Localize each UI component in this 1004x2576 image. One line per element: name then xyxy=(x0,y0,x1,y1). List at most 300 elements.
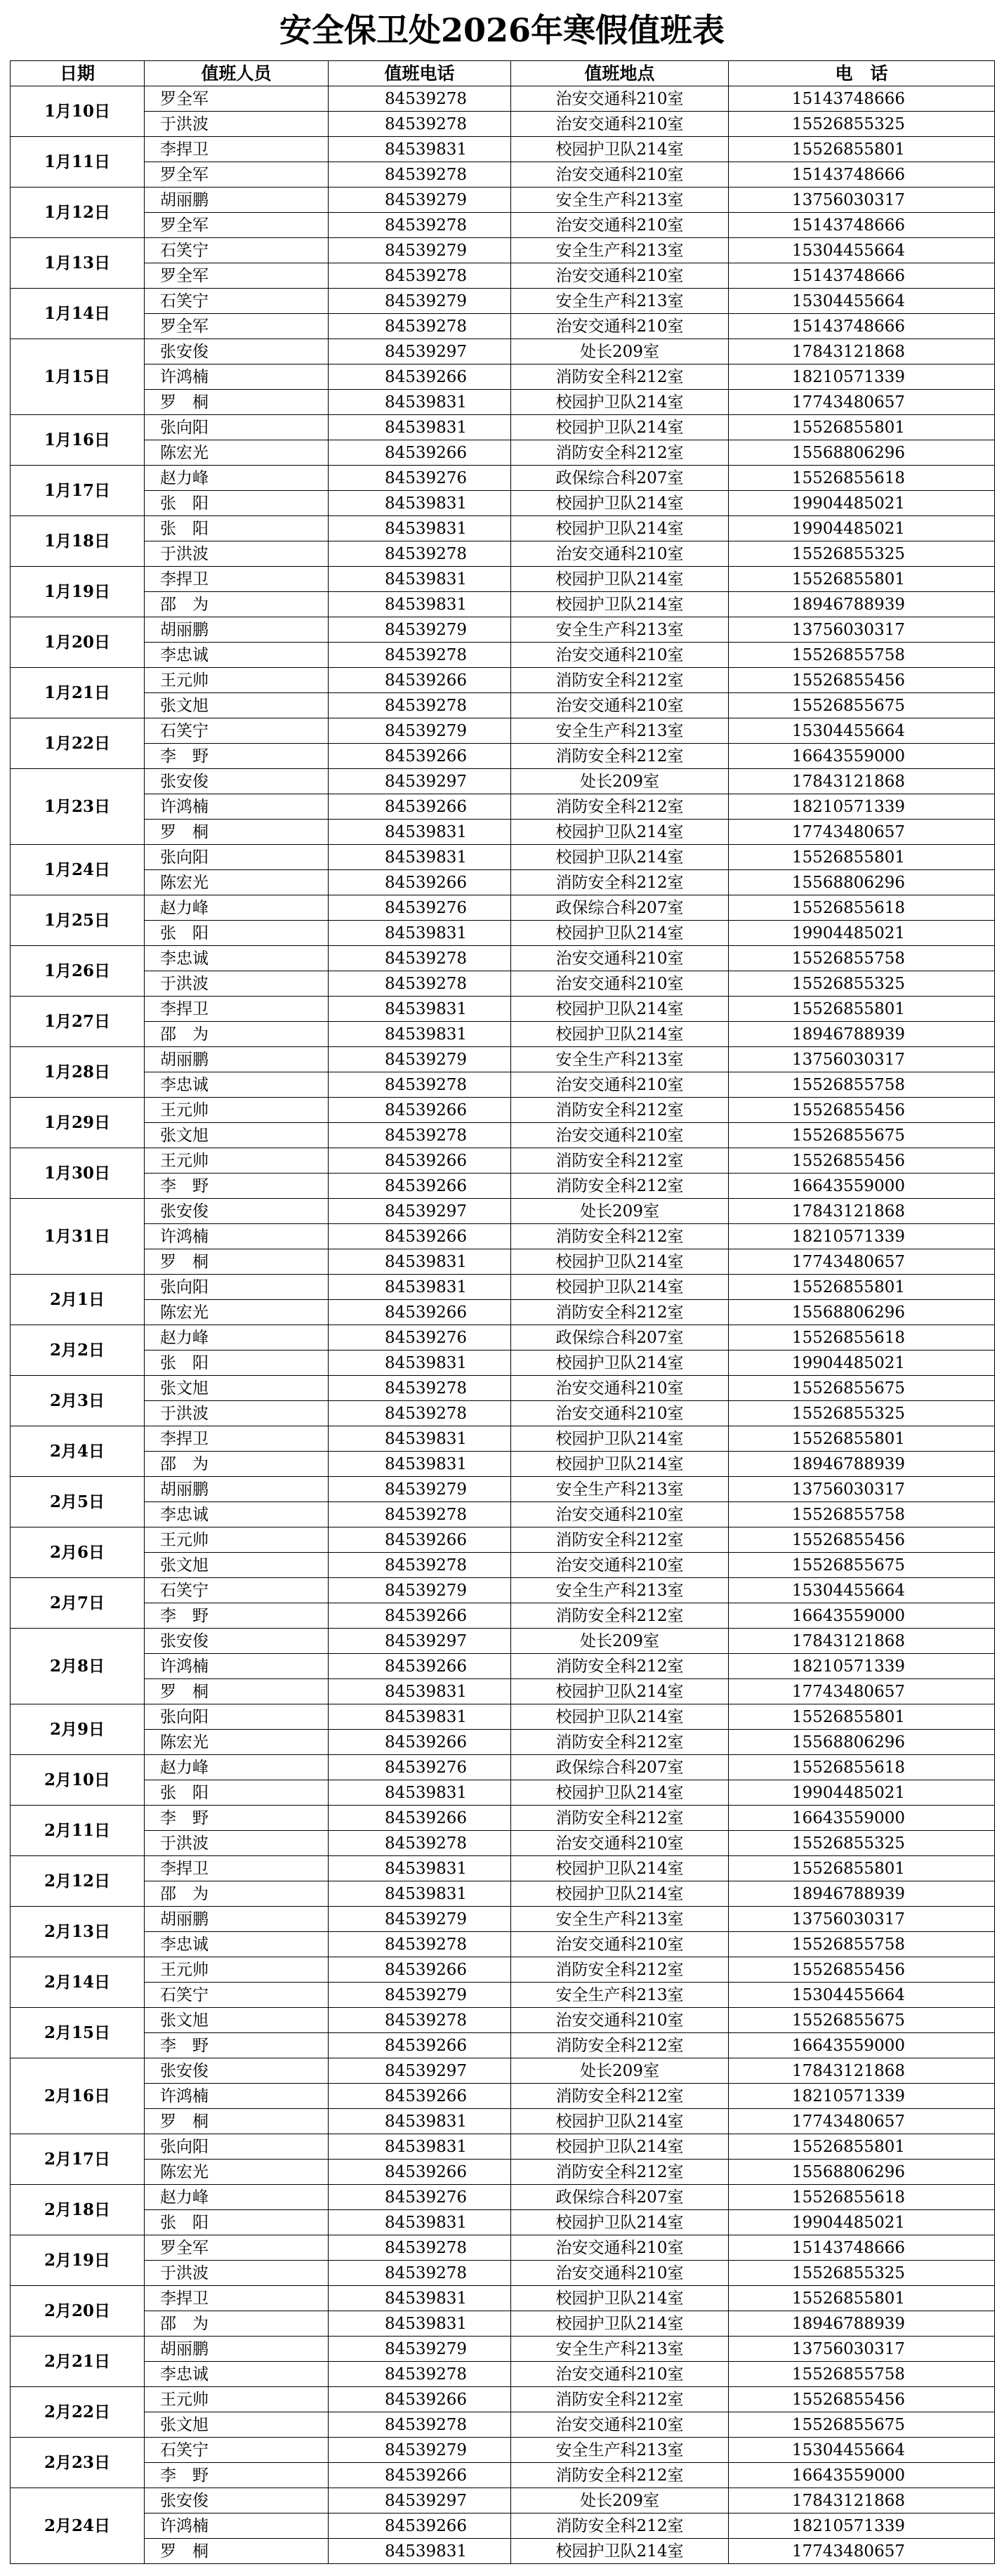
location-cell: 校园护卫队214室 xyxy=(511,1351,729,1376)
table-row xyxy=(11,2134,995,2160)
location-cell: 治安交通科210室 xyxy=(511,1553,729,1578)
mobile-cell: 15143748666 xyxy=(729,2235,995,2261)
staff-name-cell: 罗 桐 xyxy=(145,390,329,415)
table-row xyxy=(11,1174,995,1199)
location-cell: 校园护卫队214室 xyxy=(511,491,729,516)
table-row xyxy=(11,314,995,339)
date-cell: 2月2日 xyxy=(11,1325,145,1376)
location-cell: 校园护卫队214室 xyxy=(511,415,729,440)
table-row xyxy=(11,643,995,668)
table-row xyxy=(11,339,995,364)
table-row xyxy=(11,1351,995,1376)
staff-name-cell: 陈宏光 xyxy=(145,440,329,466)
location-cell: 治安交通科210室 xyxy=(511,971,729,997)
duty-phone-cell: 84539831 xyxy=(329,1351,511,1376)
location-cell: 校园护卫队214室 xyxy=(511,921,729,946)
staff-name-cell: 张安俊 xyxy=(145,339,329,364)
duty-phone-cell: 84539278 xyxy=(329,643,511,668)
location-cell: 政保综合科207室 xyxy=(511,1325,729,1351)
location-cell: 消防安全科212室 xyxy=(511,1603,729,1629)
duty-phone-cell: 84539297 xyxy=(329,1629,511,1654)
mobile-cell: 17743480657 xyxy=(729,1249,995,1275)
staff-name-cell: 李忠诚 xyxy=(145,946,329,971)
table-row xyxy=(11,2235,995,2261)
location-cell: 校园护卫队214室 xyxy=(511,2539,729,2564)
duty-phone-cell: 84539279 xyxy=(329,238,511,263)
mobile-cell: 15526855675 xyxy=(729,693,995,718)
staff-name-cell: 胡丽鹏 xyxy=(145,2337,329,2362)
duty-phone-cell: 84539266 xyxy=(329,2513,511,2539)
location-cell: 校园护卫队214室 xyxy=(511,1679,729,1704)
staff-name-cell: 许鸿楠 xyxy=(145,2513,329,2539)
duty-phone-cell: 84539278 xyxy=(329,1072,511,1098)
table-row xyxy=(11,1376,995,1401)
duty-phone-cell: 84539266 xyxy=(329,870,511,895)
staff-name-cell: 张文旭 xyxy=(145,2008,329,2033)
staff-name-cell: 张安俊 xyxy=(145,2488,329,2513)
staff-name-cell: 李 野 xyxy=(145,1603,329,1629)
date-cell: 2月18日 xyxy=(11,2185,145,2235)
location-cell: 治安交通科210室 xyxy=(511,1123,729,1148)
date-cell: 2月13日 xyxy=(11,1907,145,1957)
duty-phone-cell: 84539266 xyxy=(329,2084,511,2109)
table-row xyxy=(11,1831,995,1856)
mobile-cell: 15526855801 xyxy=(729,567,995,592)
mobile-cell: 17743480657 xyxy=(729,390,995,415)
table-row xyxy=(11,289,995,314)
staff-name-cell: 邵 为 xyxy=(145,2311,329,2337)
duty-phone-cell: 84539831 xyxy=(329,1780,511,1806)
location-cell: 校园护卫队214室 xyxy=(511,2286,729,2311)
table-row xyxy=(11,2362,995,2387)
duty-phone-cell: 84539266 xyxy=(329,1098,511,1123)
location-cell: 校园护卫队214室 xyxy=(511,1704,729,1730)
date-cell: 2月8日 xyxy=(11,1629,145,1704)
table-row xyxy=(11,1199,995,1224)
staff-name-cell: 罗 桐 xyxy=(145,2109,329,2134)
table-row xyxy=(11,1553,995,1578)
staff-name-cell: 李捍卫 xyxy=(145,1856,329,1881)
location-cell: 治安交通科210室 xyxy=(511,693,729,718)
location-cell: 消防安全科212室 xyxy=(511,870,729,895)
mobile-cell: 16643559000 xyxy=(729,1603,995,1629)
duty-phone-cell: 84539831 xyxy=(329,1275,511,1300)
duty-phone-cell: 84539266 xyxy=(329,794,511,820)
mobile-cell: 15526855801 xyxy=(729,137,995,162)
location-cell: 消防安全科212室 xyxy=(511,2513,729,2539)
table-row xyxy=(11,1603,995,1629)
staff-name-cell: 张安俊 xyxy=(145,1629,329,1654)
staff-name-cell: 张文旭 xyxy=(145,693,329,718)
location-cell: 消防安全科212室 xyxy=(511,2463,729,2488)
staff-name-cell: 李捍卫 xyxy=(145,137,329,162)
table-row xyxy=(11,137,995,162)
location-cell: 校园护卫队214室 xyxy=(511,2311,729,2337)
duty-phone-cell: 84539831 xyxy=(329,1426,511,1452)
mobile-cell: 18946788939 xyxy=(729,1452,995,1477)
date-cell: 2月24日 xyxy=(11,2488,145,2564)
date-cell: 2月4日 xyxy=(11,1426,145,1477)
table-row xyxy=(11,1654,995,1679)
location-cell: 校园护卫队214室 xyxy=(511,390,729,415)
mobile-cell: 15568806296 xyxy=(729,440,995,466)
mobile-cell: 15526855618 xyxy=(729,2185,995,2210)
duty-phone-cell: 84539278 xyxy=(329,693,511,718)
staff-name-cell: 赵力峰 xyxy=(145,895,329,921)
table-row xyxy=(11,895,995,921)
location-cell: 处长209室 xyxy=(511,1629,729,1654)
duty-phone-cell: 84539278 xyxy=(329,1123,511,1148)
duty-phone-cell: 84539831 xyxy=(329,415,511,440)
location-cell: 校园护卫队214室 xyxy=(511,516,729,541)
duty-phone-cell: 84539278 xyxy=(329,162,511,188)
location-cell: 消防安全科212室 xyxy=(511,1806,729,1831)
table-row xyxy=(11,2387,995,2412)
table-row xyxy=(11,440,995,466)
col-header-mobile: 电 话 xyxy=(729,61,995,86)
location-cell: 校园护卫队214室 xyxy=(511,1275,729,1300)
location-cell: 治安交通科210室 xyxy=(511,314,729,339)
location-cell: 政保综合科207室 xyxy=(511,895,729,921)
table-row xyxy=(11,1502,995,1527)
mobile-cell: 15568806296 xyxy=(729,1300,995,1325)
mobile-cell: 16643559000 xyxy=(729,744,995,769)
duty-phone-cell: 84539278 xyxy=(329,263,511,289)
table-row xyxy=(11,1983,995,2008)
mobile-cell: 19904485021 xyxy=(729,516,995,541)
mobile-cell: 15526855801 xyxy=(729,1426,995,1452)
location-cell: 治安交通科210室 xyxy=(511,643,729,668)
mobile-cell: 17743480657 xyxy=(729,2539,995,2564)
duty-phone-cell: 84539831 xyxy=(329,516,511,541)
table-row xyxy=(11,390,995,415)
mobile-cell: 13756030317 xyxy=(729,1907,995,1932)
table-row xyxy=(11,1730,995,1755)
location-cell: 消防安全科212室 xyxy=(511,2033,729,2058)
staff-name-cell: 李 野 xyxy=(145,1806,329,1831)
location-cell: 安全生产科213室 xyxy=(511,1983,729,2008)
staff-name-cell: 石笑宁 xyxy=(145,238,329,263)
table-row xyxy=(11,1401,995,1426)
staff-name-cell: 罗全军 xyxy=(145,2235,329,2261)
duty-phone-cell: 84539266 xyxy=(329,1148,511,1174)
date-cell: 2月20日 xyxy=(11,2286,145,2337)
mobile-cell: 15526855456 xyxy=(729,1957,995,1983)
location-cell: 安全生产科213室 xyxy=(511,1477,729,1502)
staff-name-cell: 赵力峰 xyxy=(145,2185,329,2210)
location-cell: 治安交通科210室 xyxy=(511,162,729,188)
mobile-cell: 16643559000 xyxy=(729,1806,995,1831)
table-row xyxy=(11,238,995,263)
location-cell: 安全生产科213室 xyxy=(511,2337,729,2362)
duty-phone-cell: 84539831 xyxy=(329,820,511,845)
location-cell: 校园护卫队214室 xyxy=(511,1881,729,1907)
duty-phone-cell: 84539831 xyxy=(329,921,511,946)
mobile-cell: 13756030317 xyxy=(729,1477,995,1502)
staff-name-cell: 罗全军 xyxy=(145,263,329,289)
table-row xyxy=(11,1047,995,1072)
mobile-cell: 15143748666 xyxy=(729,162,995,188)
table-row xyxy=(11,592,995,617)
date-cell: 1月21日 xyxy=(11,668,145,718)
mobile-cell: 15526855758 xyxy=(729,1502,995,1527)
date-cell: 2月19日 xyxy=(11,2235,145,2286)
table-row xyxy=(11,668,995,693)
staff-name-cell: 李 野 xyxy=(145,2463,329,2488)
table-row xyxy=(11,2033,995,2058)
date-cell: 1月15日 xyxy=(11,339,145,415)
table-row xyxy=(11,1578,995,1603)
location-cell: 安全生产科213室 xyxy=(511,617,729,643)
staff-name-cell: 许鸿楠 xyxy=(145,1654,329,1679)
mobile-cell: 15526855675 xyxy=(729,2412,995,2438)
mobile-cell: 19904485021 xyxy=(729,2210,995,2235)
location-cell: 校园护卫队214室 xyxy=(511,2109,729,2134)
table-row xyxy=(11,2513,995,2539)
table-row xyxy=(11,617,995,643)
duty-phone-cell: 84539278 xyxy=(329,2008,511,2033)
duty-phone-cell: 84539297 xyxy=(329,339,511,364)
table-row xyxy=(11,2286,995,2311)
duty-phone-cell: 84539279 xyxy=(329,617,511,643)
mobile-cell: 19904485021 xyxy=(729,921,995,946)
location-cell: 校园护卫队214室 xyxy=(511,1856,729,1881)
location-cell: 校园护卫队214室 xyxy=(511,820,729,845)
duty-phone-cell: 84539276 xyxy=(329,466,511,491)
staff-name-cell: 陈宏光 xyxy=(145,2160,329,2185)
duty-phone-cell: 84539279 xyxy=(329,1477,511,1502)
date-cell: 1月22日 xyxy=(11,718,145,769)
date-cell: 2月3日 xyxy=(11,1376,145,1426)
staff-name-cell: 张向阳 xyxy=(145,845,329,870)
staff-name-cell: 胡丽鹏 xyxy=(145,188,329,213)
location-cell: 治安交通科210室 xyxy=(511,2412,729,2438)
mobile-cell: 15526855801 xyxy=(729,1856,995,1881)
mobile-cell: 16643559000 xyxy=(729,1174,995,1199)
duty-phone-cell: 84539279 xyxy=(329,2438,511,2463)
location-cell: 消防安全科212室 xyxy=(511,440,729,466)
table-row xyxy=(11,2185,995,2210)
duty-phone-cell: 84539266 xyxy=(329,1806,511,1831)
location-cell: 治安交通科210室 xyxy=(511,1072,729,1098)
mobile-cell: 15526855618 xyxy=(729,466,995,491)
mobile-cell: 15526855618 xyxy=(729,895,995,921)
date-cell: 1月24日 xyxy=(11,845,145,895)
location-cell: 政保综合科207室 xyxy=(511,1755,729,1780)
date-cell: 1月31日 xyxy=(11,1199,145,1275)
staff-name-cell: 李忠诚 xyxy=(145,1502,329,1527)
duty-phone-cell: 84539278 xyxy=(329,213,511,238)
location-cell: 安全生产科213室 xyxy=(511,238,729,263)
mobile-cell: 15526855801 xyxy=(729,2286,995,2311)
mobile-cell: 15304455664 xyxy=(729,2438,995,2463)
duty-phone-cell: 84539278 xyxy=(329,2235,511,2261)
duty-phone-cell: 84539278 xyxy=(329,971,511,997)
staff-name-cell: 李捍卫 xyxy=(145,997,329,1022)
duty-phone-cell: 84539831 xyxy=(329,1249,511,1275)
duty-phone-cell: 84539279 xyxy=(329,188,511,213)
duty-phone-cell: 84539831 xyxy=(329,567,511,592)
date-cell: 1月11日 xyxy=(11,137,145,188)
table-row xyxy=(11,263,995,289)
staff-name-cell: 罗 桐 xyxy=(145,1249,329,1275)
mobile-cell: 17843121868 xyxy=(729,2058,995,2084)
mobile-cell: 15568806296 xyxy=(729,870,995,895)
table-row xyxy=(11,1452,995,1477)
duty-phone-cell: 84539831 xyxy=(329,1452,511,1477)
date-cell: 2月9日 xyxy=(11,1704,145,1755)
location-cell: 治安交通科210室 xyxy=(511,1401,729,1426)
date-cell: 1月14日 xyxy=(11,289,145,339)
duty-phone-cell: 84539831 xyxy=(329,1856,511,1881)
mobile-cell: 15526855801 xyxy=(729,1275,995,1300)
duty-phone-cell: 84539276 xyxy=(329,1755,511,1780)
mobile-cell: 17843121868 xyxy=(729,2488,995,2513)
staff-name-cell: 张 阳 xyxy=(145,1780,329,1806)
duty-phone-cell: 84539266 xyxy=(329,2160,511,2185)
duty-phone-cell: 84539279 xyxy=(329,2337,511,2362)
staff-name-cell: 于洪波 xyxy=(145,1831,329,1856)
mobile-cell: 15143748666 xyxy=(729,213,995,238)
table-row xyxy=(11,1249,995,1275)
table-row xyxy=(11,693,995,718)
location-cell: 校园护卫队214室 xyxy=(511,1426,729,1452)
table-row xyxy=(11,1629,995,1654)
location-cell: 消防安全科212室 xyxy=(511,1957,729,1983)
mobile-cell: 15526855675 xyxy=(729,2008,995,2033)
duty-phone-cell: 84539831 xyxy=(329,1704,511,1730)
duty-phone-cell: 84539831 xyxy=(329,137,511,162)
duty-phone-cell: 84539266 xyxy=(329,2463,511,2488)
mobile-cell: 15526855675 xyxy=(729,1553,995,1578)
staff-name-cell: 张向阳 xyxy=(145,2134,329,2160)
date-cell: 2月15日 xyxy=(11,2008,145,2058)
table-row xyxy=(11,1148,995,1174)
mobile-cell: 18946788939 xyxy=(729,592,995,617)
mobile-cell: 15526855758 xyxy=(729,1072,995,1098)
staff-name-cell: 罗全军 xyxy=(145,213,329,238)
staff-name-cell: 张文旭 xyxy=(145,1123,329,1148)
mobile-cell: 13756030317 xyxy=(729,617,995,643)
location-cell: 政保综合科207室 xyxy=(511,2185,729,2210)
staff-name-cell: 陈宏光 xyxy=(145,1300,329,1325)
table-row xyxy=(11,820,995,845)
staff-name-cell: 张向阳 xyxy=(145,415,329,440)
mobile-cell: 17743480657 xyxy=(729,820,995,845)
location-cell: 治安交通科210室 xyxy=(511,263,729,289)
duty-phone-cell: 84539297 xyxy=(329,2058,511,2084)
table-row xyxy=(11,567,995,592)
table-row xyxy=(11,2109,995,2134)
mobile-cell: 16643559000 xyxy=(729,2033,995,2058)
location-cell: 治安交通科210室 xyxy=(511,2261,729,2286)
date-cell: 1月28日 xyxy=(11,1047,145,1098)
staff-name-cell: 胡丽鹏 xyxy=(145,1907,329,1932)
location-cell: 安全生产科213室 xyxy=(511,1907,729,1932)
table-row xyxy=(11,2008,995,2033)
duty-phone-cell: 84539279 xyxy=(329,1578,511,1603)
duty-phone-cell: 84539831 xyxy=(329,1022,511,1047)
staff-name-cell: 许鸿楠 xyxy=(145,1224,329,1249)
staff-name-cell: 于洪波 xyxy=(145,971,329,997)
date-cell: 1月10日 xyxy=(11,86,145,137)
staff-name-cell: 王元帅 xyxy=(145,1957,329,1983)
table-row xyxy=(11,794,995,820)
staff-name-cell: 石笑宁 xyxy=(145,1578,329,1603)
date-cell: 1月13日 xyxy=(11,238,145,289)
staff-name-cell: 李忠诚 xyxy=(145,1932,329,1957)
staff-name-cell: 胡丽鹏 xyxy=(145,617,329,643)
location-cell: 安全生产科213室 xyxy=(511,718,729,744)
location-cell: 消防安全科212室 xyxy=(511,2387,729,2412)
duty-phone-cell: 84539278 xyxy=(329,1502,511,1527)
mobile-cell: 18210571339 xyxy=(729,794,995,820)
table-row xyxy=(11,1806,995,1831)
col-header-staff: 值班人员 xyxy=(145,61,329,86)
table-row xyxy=(11,1477,995,1502)
table-row xyxy=(11,845,995,870)
duty-phone-cell: 84539278 xyxy=(329,1376,511,1401)
duty-phone-cell: 84539278 xyxy=(329,86,511,112)
location-cell: 校园护卫队214室 xyxy=(511,997,729,1022)
location-cell: 治安交通科210室 xyxy=(511,1932,729,1957)
duty-phone-cell: 84539278 xyxy=(329,2261,511,2286)
date-cell: 2月22日 xyxy=(11,2387,145,2438)
table-row xyxy=(11,1527,995,1553)
location-cell: 消防安全科212室 xyxy=(511,1730,729,1755)
table-row xyxy=(11,188,995,213)
table-row xyxy=(11,213,995,238)
staff-name-cell: 赵力峰 xyxy=(145,1755,329,1780)
location-cell: 处长209室 xyxy=(511,2058,729,2084)
staff-name-cell: 罗全军 xyxy=(145,86,329,112)
duty-phone-cell: 84539831 xyxy=(329,2134,511,2160)
table-row xyxy=(11,718,995,744)
staff-name-cell: 张 阳 xyxy=(145,1351,329,1376)
location-cell: 消防安全科212室 xyxy=(511,364,729,390)
staff-name-cell: 于洪波 xyxy=(145,541,329,567)
staff-name-cell: 张文旭 xyxy=(145,1553,329,1578)
staff-name-cell: 石笑宁 xyxy=(145,289,329,314)
duty-phone-cell: 84539278 xyxy=(329,2412,511,2438)
table-row xyxy=(11,1325,995,1351)
duty-phone-cell: 84539297 xyxy=(329,769,511,794)
location-cell: 消防安全科212室 xyxy=(511,2084,729,2109)
staff-name-cell: 罗 桐 xyxy=(145,2539,329,2564)
mobile-cell: 15526855758 xyxy=(729,946,995,971)
duty-phone-cell: 84539279 xyxy=(329,1047,511,1072)
location-cell: 治安交通科210室 xyxy=(511,1831,729,1856)
location-cell: 校园护卫队214室 xyxy=(511,2210,729,2235)
location-cell: 治安交通科210室 xyxy=(511,946,729,971)
location-cell: 处长209室 xyxy=(511,339,729,364)
staff-name-cell: 张文旭 xyxy=(145,2412,329,2438)
mobile-cell: 15526855618 xyxy=(729,1325,995,1351)
mobile-cell: 15143748666 xyxy=(729,314,995,339)
date-cell: 2月17日 xyxy=(11,2134,145,2185)
mobile-cell: 15304455664 xyxy=(729,289,995,314)
location-cell: 校园护卫队214室 xyxy=(511,1022,729,1047)
mobile-cell: 15526855758 xyxy=(729,2362,995,2387)
location-cell: 安全生产科213室 xyxy=(511,188,729,213)
staff-name-cell: 张安俊 xyxy=(145,1199,329,1224)
location-cell: 校园护卫队214室 xyxy=(511,1780,729,1806)
mobile-cell: 17843121868 xyxy=(729,339,995,364)
date-cell: 1月25日 xyxy=(11,895,145,946)
table-row xyxy=(11,2210,995,2235)
page-title: 安全保卫处2026年寒假值班表 xyxy=(279,11,725,49)
staff-name-cell: 赵力峰 xyxy=(145,466,329,491)
